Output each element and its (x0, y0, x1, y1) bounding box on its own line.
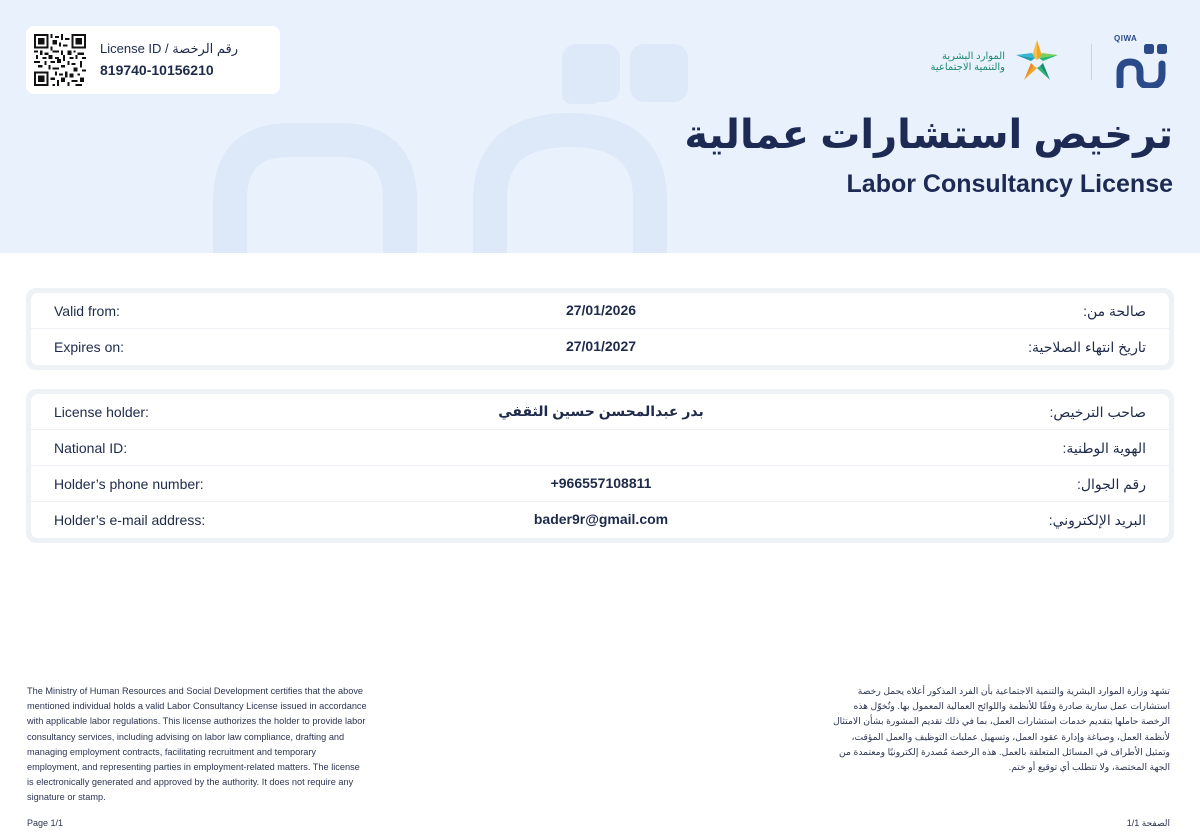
ministry-name: الموارد البشرية والتنمية الاجتماعية (930, 51, 1005, 73)
table-row-national-id (31, 430, 1169, 466)
header-banner (0, 0, 1200, 253)
table-row-license-holder (31, 394, 1169, 430)
qiwa-tag: QIWA (1114, 34, 1138, 43)
row-label-ar: الهوية الوطنية: (1062, 440, 1146, 456)
validity-table (31, 293, 1169, 365)
table-row-phone (31, 466, 1169, 502)
row-label-en: Holder’s phone number: (54, 476, 204, 492)
table-row-email (31, 502, 1169, 538)
row-label-en: National ID: (54, 440, 128, 456)
row-value[interactable]: bader9r@gmail.com (533, 511, 669, 527)
validity-panel (26, 288, 1174, 370)
table-row-expires-on (31, 329, 1169, 365)
ministry-logo (917, 38, 1065, 86)
page-title-english: Labor Consultancy License (846, 170, 1173, 198)
row-label-en: Valid from: (54, 303, 120, 319)
row-label-ar: صاحب الترخيص: (1049, 404, 1146, 420)
row-label-ar: تاريخ انتهاء الصلاحية: (1028, 339, 1146, 355)
license-id-block (100, 40, 238, 80)
row-value[interactable]: +966557108811 (550, 475, 652, 491)
holder-panel (26, 389, 1174, 543)
certification-statement-en: The Ministry of Human Resources and Social Development certifies that the above mentioned individual holds a valid Labor Consultancy License issued in accordance with applicable labor regulations. This license authorizes the holder to provide labor consultancy services, including advising on labor law compliance, drafting and managing employment contracts, facilitating recruitment and temporary employment, and representing parties in employment-related matters. The license is electronically generated and approved by the authority. It does not require any signature or stamp. (27, 686, 367, 803)
logo-divider (1091, 44, 1092, 80)
row-label-ar: رقم الجوال: (1076, 476, 1146, 492)
page-title-arabic: ترخيص استشارات عمالية (684, 113, 1173, 157)
row-value: بدر عبدالمحسن حسين الثقفي (498, 403, 704, 419)
holder-table (31, 394, 1169, 538)
qiwa-logo (1114, 34, 1174, 90)
brand-logos (917, 34, 1174, 90)
ministry-emblem-icon (1009, 38, 1065, 86)
page-number-ar: الصفحة 1/1 (1126, 818, 1170, 828)
certification-statement-ar: تشهد وزارة الموارد البشرية والتنمية الاجتماعية بأن الفرد المذكور أعلاه يحمل رخصة استشارات عمل سارية صادرة وفقًا للأنظمة واللوائح العمالية المعمول بها. وتُخوّل هذه الرخصة حاملها بتقديم خدمات استشارات العمل، بما في ذلك تقديم المشورة بشأن الامتثال لأنظمة العمل، وصياغة وإدارة عقود العمل، وتسهيل عمليات التوظيف والعمل المؤقت، وتمثيل الأطراف في المسائل المتعلقة بالعمل. هذه الرخصة مُصدرة إلكترونيًا ومعتمدة من الجهة المختصة، ولا تتطلب أي توقيع أو ختم. (832, 686, 1170, 773)
row-label-ar: البريد الإلكتروني: (1048, 512, 1146, 528)
qr-code-icon[interactable] (34, 34, 86, 86)
table-row-valid-from (31, 293, 1169, 329)
row-value: 27/01/2027 (565, 338, 637, 354)
license-id-label: License ID / رقم الرخصة (100, 41, 239, 56)
qiwa-logo-icon (1114, 42, 1172, 88)
row-label-ar: صالحة من: (1083, 303, 1146, 319)
license-id-value: 819740-10156210 (100, 62, 214, 78)
page-number-en: Page 1/1 (27, 818, 64, 828)
row-label-en: License holder: (54, 404, 149, 420)
license-id-card (26, 26, 280, 94)
row-value: 27/01/2026 (565, 302, 637, 318)
row-label-en: Expires on: (54, 339, 125, 355)
row-label-en: Holder’s e-mail address: (54, 512, 206, 528)
